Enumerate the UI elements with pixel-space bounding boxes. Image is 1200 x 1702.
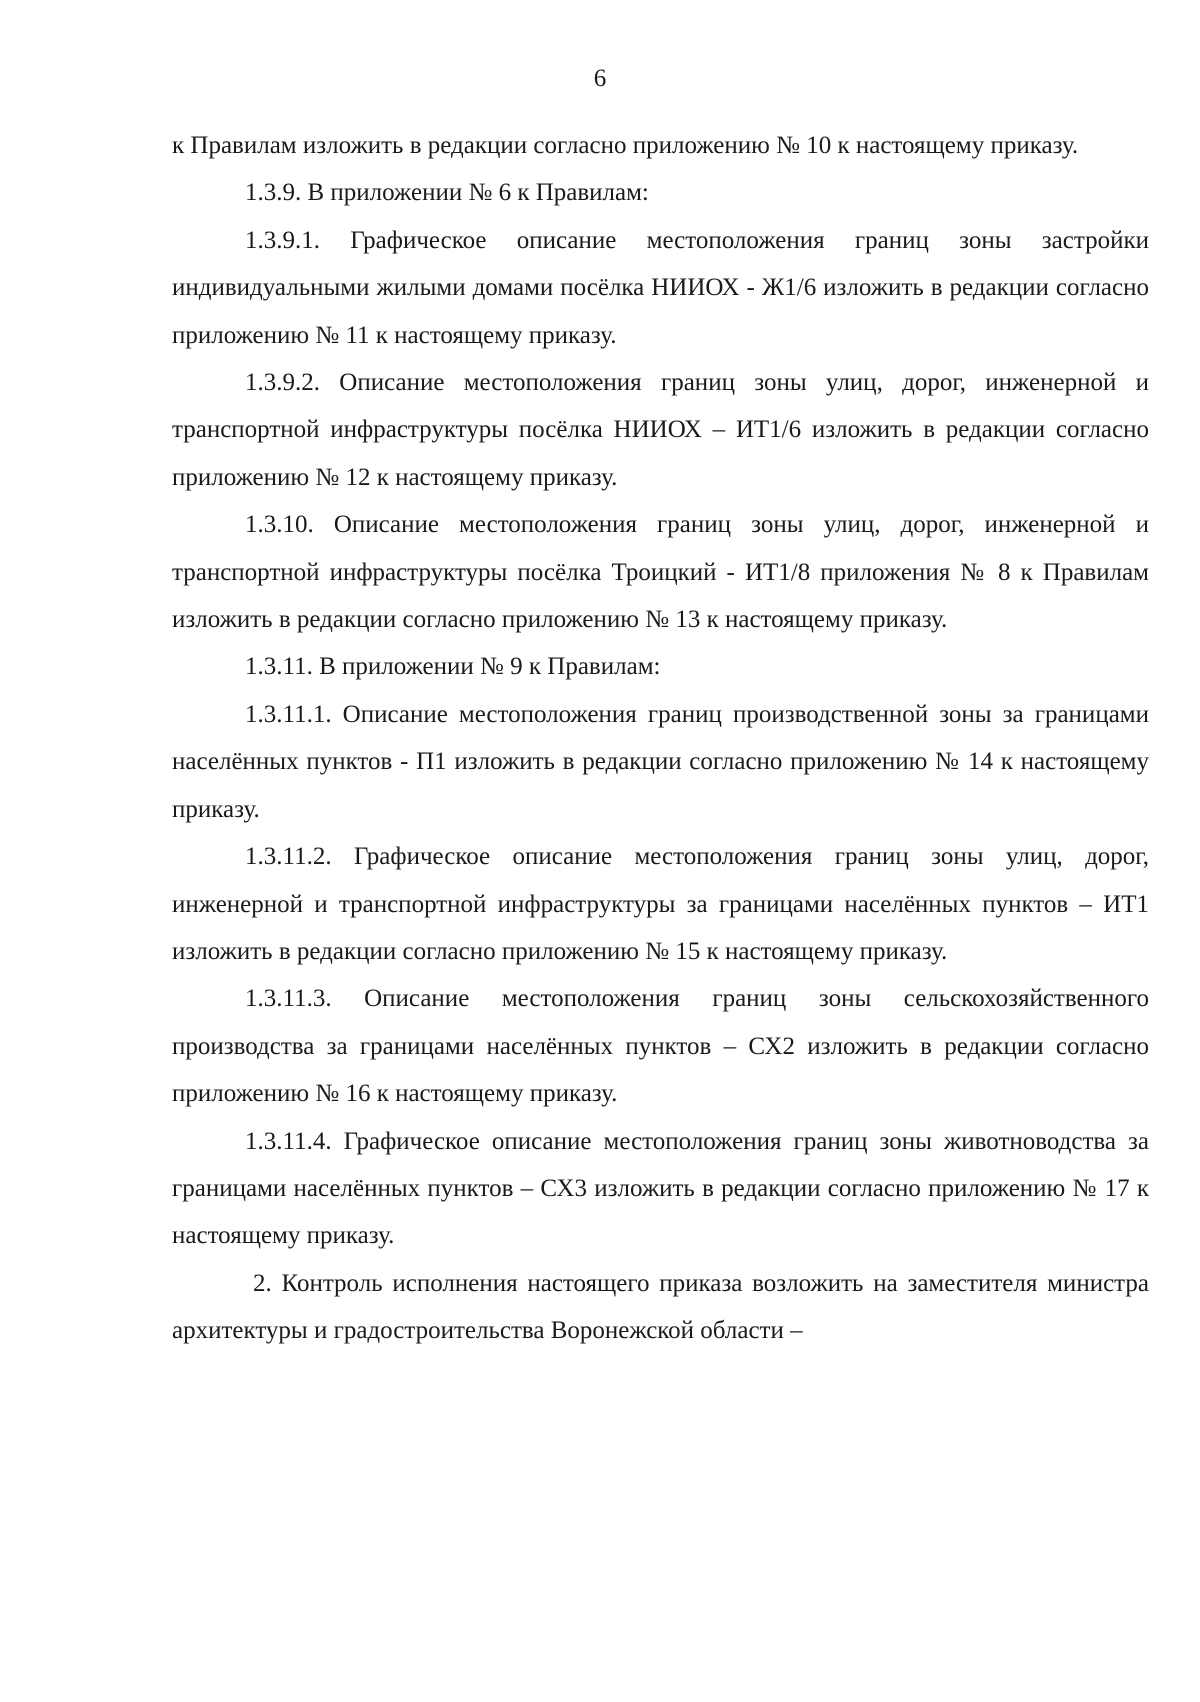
paragraph-continuation: к Правилам изложить в редакции согласно приложению № 10 к настоящему приказу. (172, 132, 1079, 159)
paragraph-1-3-9-1: 1.3.9.1. Графическое описание местоположения границ зоны застройки индивидуальными жилыми домами посёлка НИИОХ - Ж1/6 изложить в редакции согласно приложению № 11 к настоящему приказу. (172, 226, 1149, 349)
paragraph-1-3-11-1: 1.3.11.1. Описание местоположения границ производственной зоны за границами населённых пунктов - П1 изложить в редакции согласно приложению № 14 к настоящему приказу. (172, 700, 1149, 823)
page-number: 6 (593, 65, 607, 92)
paragraph-1-3-10: 1.3.10. Описание местоположения границ зоны улиц, дорог, инженерной и транспортной инфраструктуры посёлка Троицкий - ИТ1/8 приложения № 8 к Правилам изложить в редакции согласно приложению № 13 к настоящему приказу. (172, 511, 1149, 634)
paragraph-1-3-9-2: 1.3.9.2. Описание местоположения границ зоны улиц, дорог, инженерной и транспортной инфраструктуры посёлка НИИОХ – ИТ1/6 изложить в редакции согласно приложению № 12 к настоящему приказу. (172, 369, 1149, 491)
paragraph-1-3-9: 1.3.9. В приложении № 6 к Правилам: (245, 179, 649, 207)
paragraph-1-3-11-4: 1.3.11.4. Графическое описание местоположения границ зоны животноводства за границами населённых пунктов – СХ3 изложить в редакции согласно приложению № 17 к настоящему приказу. (172, 1127, 1149, 1250)
paragraph-2-control: 2. Контроль исполнения настоящего приказа возложить на заместителя министра архитектуры и градостроительства Воронежской области – (172, 1269, 1149, 1345)
paragraph-1-3-11-3: 1.3.11.3. Описание местоположения границ зоны сельскохозяйственного производства за границами населённых пунктов – СХ2 изложить в редакции согласно приложению № 16 к настоящему приказу. (172, 985, 1149, 1108)
paragraph-1-3-11: 1.3.11. В приложении № 9 к Правилам: (245, 653, 661, 681)
document-body (172, 122, 1149, 1355)
paragraph-1-3-11-2: 1.3.11.2. Графическое описание местоположения границ зоны улиц, дорог, инженерной и транспортной инфраструктуры за границами населённых пунктов – ИТ1 изложить в редакции согласно приложению № 15 к настоящему приказу. (172, 843, 1149, 965)
